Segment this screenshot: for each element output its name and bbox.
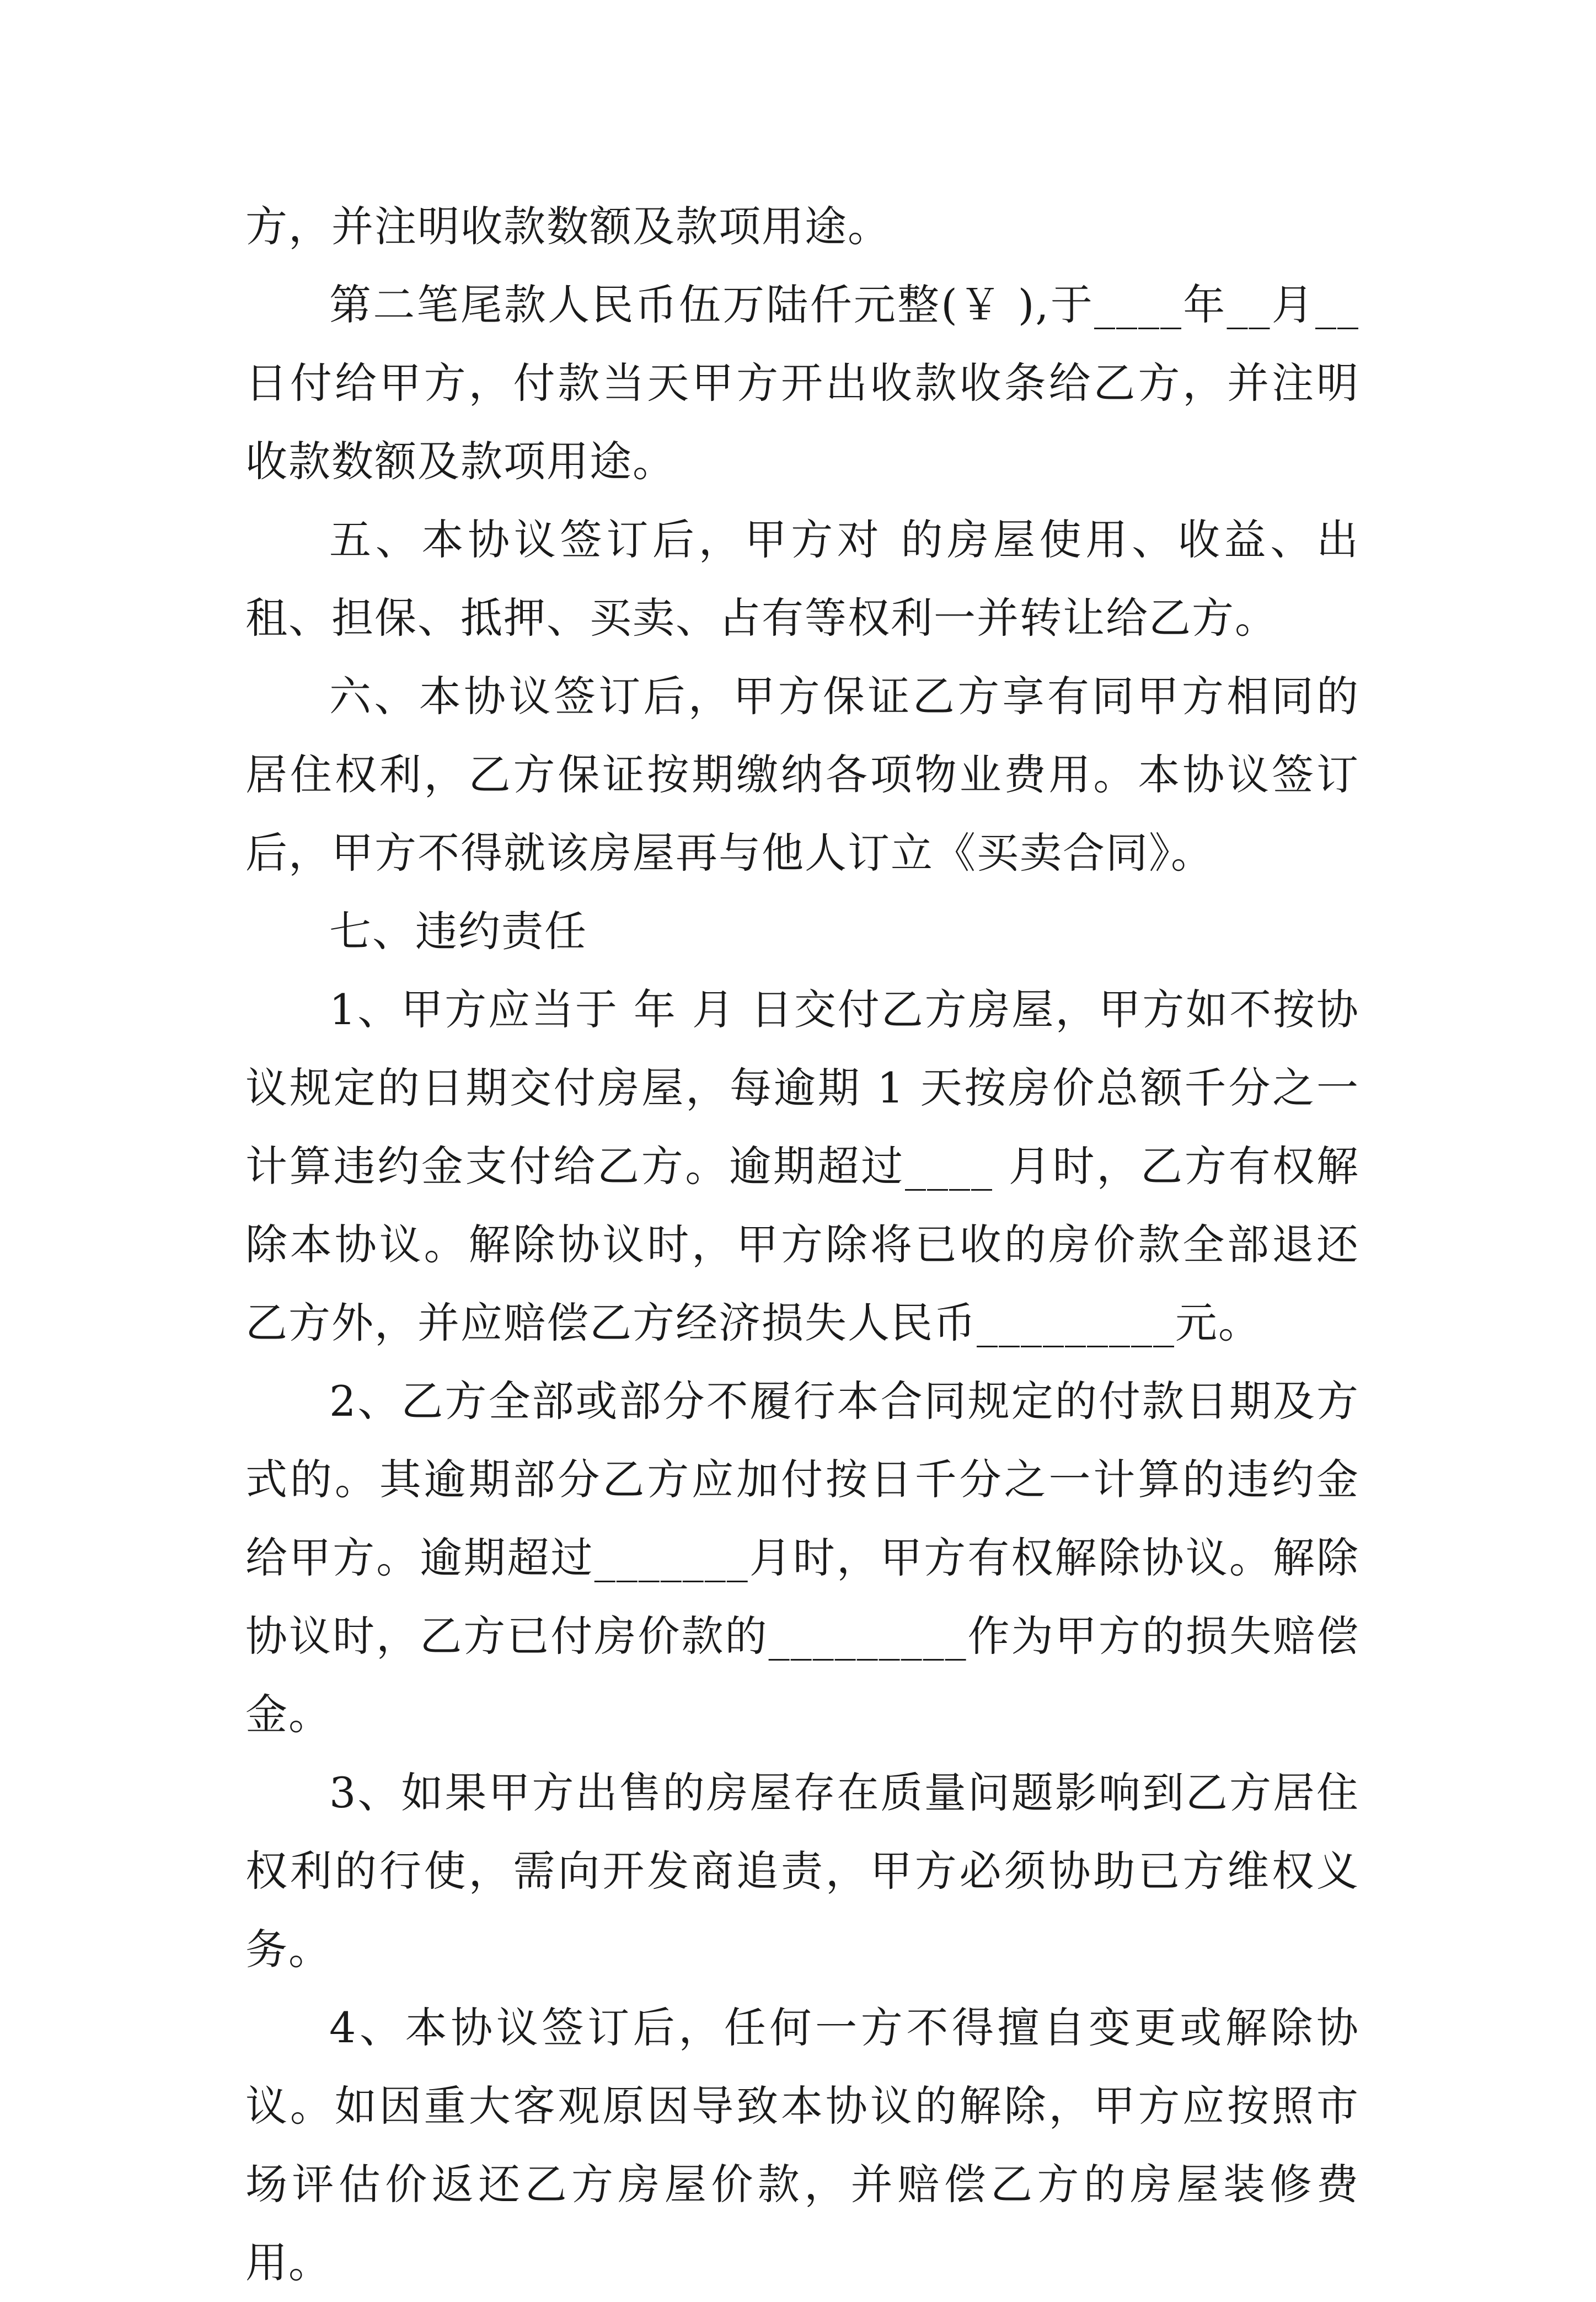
paragraph-continuation: 方，并注明收款数额及款项用途。 <box>245 202 891 251</box>
paragraph-final-payment: 第二笔尾款人民币伍万陆仟元整(￥ ),于____年__月__日付给甲方，付款当天甲方开出收款收条给乙方，并注明收款数额及款项用途。 <box>245 280 1359 486</box>
section-heading-breach: 七、违约责任 <box>329 907 587 956</box>
paragraph-clause-five: 五、本协议签订后，甲方对 的房屋使用、收益、出租、担保、抵押、买卖、占有等权利一并转让给乙方。 <box>245 515 1359 643</box>
paragraph-breach-item-4: 4、本协议签订后，任何一方不得擅自变更或解除协议。如因重大客观原因导致本协议的解除，甲方应按照市场评估价返还乙方房屋价款，并赔偿乙方的房屋装修费用。 <box>245 2003 1359 2287</box>
document-body <box>245 188 1359 2302</box>
paragraph-breach-item-3: 3、如果甲方出售的房屋存在质量问题影响到乙方居住权利的行使，需向开发商追责，甲方必须协助已方维权义务。 <box>245 1768 1359 1974</box>
paragraph-breach-item-2: 2、乙方全部或部分不履行本合同规定的付款日期及方式的。其逾期部分乙方应加付按日千分之一计算的违约金给甲方。逾期超过_______月时，甲方有权解除协议。解除协议时，乙方已付房价款的_________作为甲方的损失赔偿金。 <box>245 1377 1359 1739</box>
paragraph-breach-item-1: 1、甲方应当于 年 月 日交付乙方房屋，甲方如不按协议规定的日期交付房屋，每逾期 1 天按房价总额千分之一计算违约金支付给乙方。逾期超过____ 月时，乙方有权解除本协议。解除协议时，甲方除将已收的房价款全部退还乙方外，并应赔偿乙方经济损失人民币_________元。 <box>245 985 1359 1347</box>
paragraph-clause-six: 六、本协议签订后，甲方保证乙方享有同甲方相同的居住权利，乙方保证按期缴纳各项物业费用。本协议签订后，甲方不得就该房屋再与他人订立《买卖合同》。 <box>245 672 1359 877</box>
